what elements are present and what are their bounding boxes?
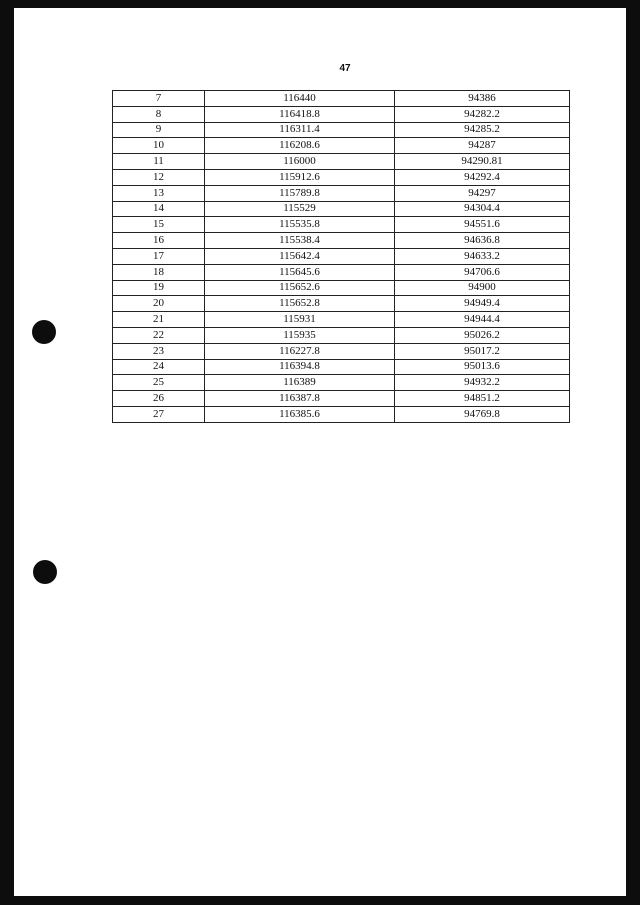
y-coordinate-cell: 95017.2 xyxy=(395,343,570,359)
page-border-top xyxy=(0,0,640,8)
x-coordinate-cell: 115935 xyxy=(205,327,395,343)
point-number-cell: 25 xyxy=(113,375,205,391)
point-number-cell: 10 xyxy=(113,138,205,154)
point-number-cell: 11 xyxy=(113,154,205,170)
x-coordinate-cell: 115645.6 xyxy=(205,264,395,280)
y-coordinate-cell: 94769.8 xyxy=(395,406,570,422)
x-coordinate-cell: 115529 xyxy=(205,201,395,217)
x-coordinate-cell: 116227.8 xyxy=(205,343,395,359)
x-coordinate-cell: 116418.8 xyxy=(205,106,395,122)
point-number-cell: 21 xyxy=(113,312,205,328)
x-coordinate-cell: 115652.8 xyxy=(205,296,395,312)
table-row xyxy=(113,327,570,343)
y-coordinate-cell: 94900 xyxy=(395,280,570,296)
x-coordinate-cell: 116389 xyxy=(205,375,395,391)
page-border-left xyxy=(0,0,14,905)
y-coordinate-cell: 94633.2 xyxy=(395,248,570,264)
table-row xyxy=(113,169,570,185)
point-number-cell: 24 xyxy=(113,359,205,375)
coordinate-table-body xyxy=(113,91,570,423)
y-coordinate-cell: 94949.4 xyxy=(395,296,570,312)
point-number-cell: 19 xyxy=(113,280,205,296)
point-number-cell: 9 xyxy=(113,122,205,138)
table-row xyxy=(113,233,570,249)
point-number-cell: 18 xyxy=(113,264,205,280)
point-number-cell: 15 xyxy=(113,217,205,233)
table-row xyxy=(113,217,570,233)
y-coordinate-cell: 94551.6 xyxy=(395,217,570,233)
y-coordinate-cell: 94287 xyxy=(395,138,570,154)
x-coordinate-cell: 115538.4 xyxy=(205,233,395,249)
y-coordinate-cell: 94285.2 xyxy=(395,122,570,138)
x-coordinate-cell: 116394.8 xyxy=(205,359,395,375)
y-coordinate-cell: 94304.4 xyxy=(395,201,570,217)
table-row xyxy=(113,391,570,407)
point-number-cell: 14 xyxy=(113,201,205,217)
page-border-bottom xyxy=(0,896,640,905)
y-coordinate-cell: 94944.4 xyxy=(395,312,570,328)
point-number-cell: 23 xyxy=(113,343,205,359)
x-coordinate-cell: 115912.6 xyxy=(205,169,395,185)
table-row xyxy=(113,185,570,201)
point-number-cell: 7 xyxy=(113,91,205,107)
table-row xyxy=(113,201,570,217)
point-number-cell: 27 xyxy=(113,406,205,422)
x-coordinate-cell: 115789.8 xyxy=(205,185,395,201)
x-coordinate-cell: 116208.6 xyxy=(205,138,395,154)
table-row xyxy=(113,312,570,328)
punch-hole-bottom xyxy=(33,560,57,584)
y-coordinate-cell: 94636.8 xyxy=(395,233,570,249)
punch-hole-top xyxy=(32,320,56,344)
page-number: 47 xyxy=(339,63,351,74)
x-coordinate-cell: 116440 xyxy=(205,91,395,107)
y-coordinate-cell: 94282.2 xyxy=(395,106,570,122)
page-border-right xyxy=(626,0,640,905)
point-number-cell: 8 xyxy=(113,106,205,122)
table-row xyxy=(113,248,570,264)
y-coordinate-cell: 94386 xyxy=(395,91,570,107)
x-coordinate-cell: 116385.6 xyxy=(205,406,395,422)
table-row xyxy=(113,91,570,107)
point-number-cell: 26 xyxy=(113,391,205,407)
table-row xyxy=(113,154,570,170)
y-coordinate-cell: 94851.2 xyxy=(395,391,570,407)
y-coordinate-cell: 95013.6 xyxy=(395,359,570,375)
table-row xyxy=(113,122,570,138)
point-number-cell: 20 xyxy=(113,296,205,312)
table-row xyxy=(113,343,570,359)
x-coordinate-cell: 116000 xyxy=(205,154,395,170)
point-number-cell: 12 xyxy=(113,169,205,185)
table-row xyxy=(113,280,570,296)
x-coordinate-cell: 115931 xyxy=(205,312,395,328)
point-number-cell: 13 xyxy=(113,185,205,201)
table-row xyxy=(113,138,570,154)
table-row xyxy=(113,359,570,375)
table-row xyxy=(113,106,570,122)
table-row xyxy=(113,406,570,422)
coordinate-table xyxy=(112,90,570,423)
x-coordinate-cell: 115535.8 xyxy=(205,217,395,233)
table-row xyxy=(113,264,570,280)
x-coordinate-cell: 115642.4 xyxy=(205,248,395,264)
point-number-cell: 17 xyxy=(113,248,205,264)
y-coordinate-cell: 95026.2 xyxy=(395,327,570,343)
table-row xyxy=(113,296,570,312)
point-number-cell: 16 xyxy=(113,233,205,249)
y-coordinate-cell: 94706.6 xyxy=(395,264,570,280)
y-coordinate-cell: 94932.2 xyxy=(395,375,570,391)
point-number-cell: 22 xyxy=(113,327,205,343)
x-coordinate-cell: 115652.6 xyxy=(205,280,395,296)
y-coordinate-cell: 94297 xyxy=(395,185,570,201)
y-coordinate-cell: 94292.4 xyxy=(395,169,570,185)
y-coordinate-cell: 94290.81 xyxy=(395,154,570,170)
table-row xyxy=(113,375,570,391)
x-coordinate-cell: 116311.4 xyxy=(205,122,395,138)
x-coordinate-cell: 116387.8 xyxy=(205,391,395,407)
